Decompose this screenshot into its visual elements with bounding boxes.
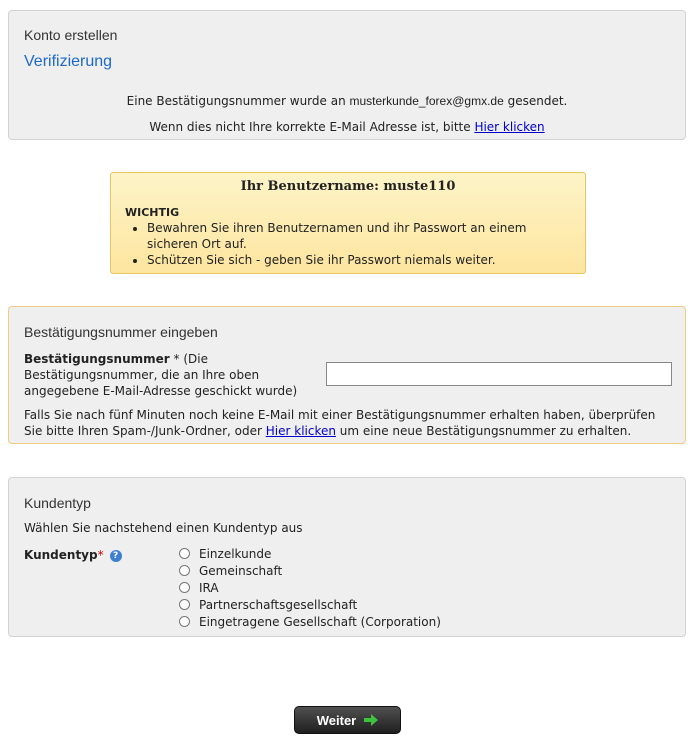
notice-list xyxy=(133,220,577,268)
confirmation-field-hint: (Die Bestätigungsnummer, die an Ihre oben angegebene E-Mail-Adresse geschickt wurde) xyxy=(24,352,298,398)
customer-type-option-corporation[interactable] xyxy=(179,613,441,630)
customer-type-option-partnerschaft[interactable] xyxy=(179,596,441,613)
change-email-link[interactable]: Hier klicken xyxy=(474,120,545,134)
required-mark: * xyxy=(97,548,104,562)
radio-button[interactable] xyxy=(179,548,190,559)
help-suffix: um eine neue Bestätigungsnummer zu erhalten. xyxy=(335,424,632,438)
confirmation-label-text: Bestätigungsnummer xyxy=(24,352,170,366)
customer-type-option-gemeinschaft[interactable] xyxy=(179,562,441,579)
option-label: Partnerschaftsgesellschaft xyxy=(199,597,358,612)
customer-type-label xyxy=(24,548,122,562)
arrow-right-icon xyxy=(364,714,378,726)
verification-heading: Verifizierung xyxy=(24,53,113,70)
customer-type-intro: Wählen Sie nachstehend einen Kundentyp aus xyxy=(24,521,303,535)
help-icon[interactable]: ? xyxy=(110,550,122,562)
option-label: Gemeinschaft xyxy=(199,563,283,578)
account-panel-title: Konto erstellen xyxy=(24,27,118,43)
sent-suffix: gesendet. xyxy=(503,94,568,108)
option-label: IRA xyxy=(199,580,219,595)
next-button[interactable] xyxy=(294,706,401,734)
important-label: WICHTIG xyxy=(125,206,180,219)
required-mark: * xyxy=(169,352,184,366)
notice-item: • Bewahren Sie ihren Benutzernamen und ihr Passwort an einem sicheren Ort auf. xyxy=(147,220,577,252)
account-panel xyxy=(8,10,686,140)
radio-button[interactable] xyxy=(179,616,190,627)
radio-button[interactable] xyxy=(179,599,190,610)
email-address: musterkunde_forex@gmx.de xyxy=(349,94,504,108)
customer-type-option-einzelkunde[interactable] xyxy=(179,545,441,562)
radio-button[interactable] xyxy=(179,582,190,593)
customer-type-options xyxy=(179,545,441,630)
confirmation-sent-message xyxy=(9,94,685,108)
next-button-label: Weiter xyxy=(316,712,357,728)
resend-code-link[interactable]: Hier klicken xyxy=(265,424,336,438)
notice-item: • Schützen Sie sich - geben Sie ihr Passwort niemals weiter. xyxy=(147,252,577,268)
confirmation-field-label xyxy=(24,351,314,399)
help-prefix: Falls Sie nach fünf Minuten noch keine E-Mail mit einer Bestätigungsnummer erhalten haben, überprüfen Sie bitte Ihren Spam-/Junk-Ordner, oder xyxy=(24,408,656,438)
option-label: Eingetragene Gesellschaft (Corporation) xyxy=(199,614,441,629)
sent-prefix: Eine Bestätigungsnummer wurde an xyxy=(126,94,350,108)
wrong-email-text: Wenn dies nicht Ihre korrekte E-Mail Adresse ist, bitte xyxy=(149,120,475,134)
confirmation-panel xyxy=(8,306,686,444)
resend-help-text xyxy=(24,407,674,439)
confirmation-panel-title: Bestätigungsnummer eingeben xyxy=(24,324,218,340)
username-title: Ihr Benutzername: muste110 xyxy=(240,179,456,194)
username-notice xyxy=(110,172,586,274)
confirmation-number-input[interactable] xyxy=(326,362,672,386)
customer-type-panel-title: Kundentyp xyxy=(24,495,91,511)
customer-type-label-text: Kundentyp xyxy=(24,548,98,562)
customer-type-option-ira[interactable] xyxy=(179,579,441,596)
wrong-email-message xyxy=(9,120,685,134)
customer-type-panel xyxy=(8,477,686,637)
radio-button[interactable] xyxy=(179,565,190,576)
option-label: Einzelkunde xyxy=(199,546,272,561)
